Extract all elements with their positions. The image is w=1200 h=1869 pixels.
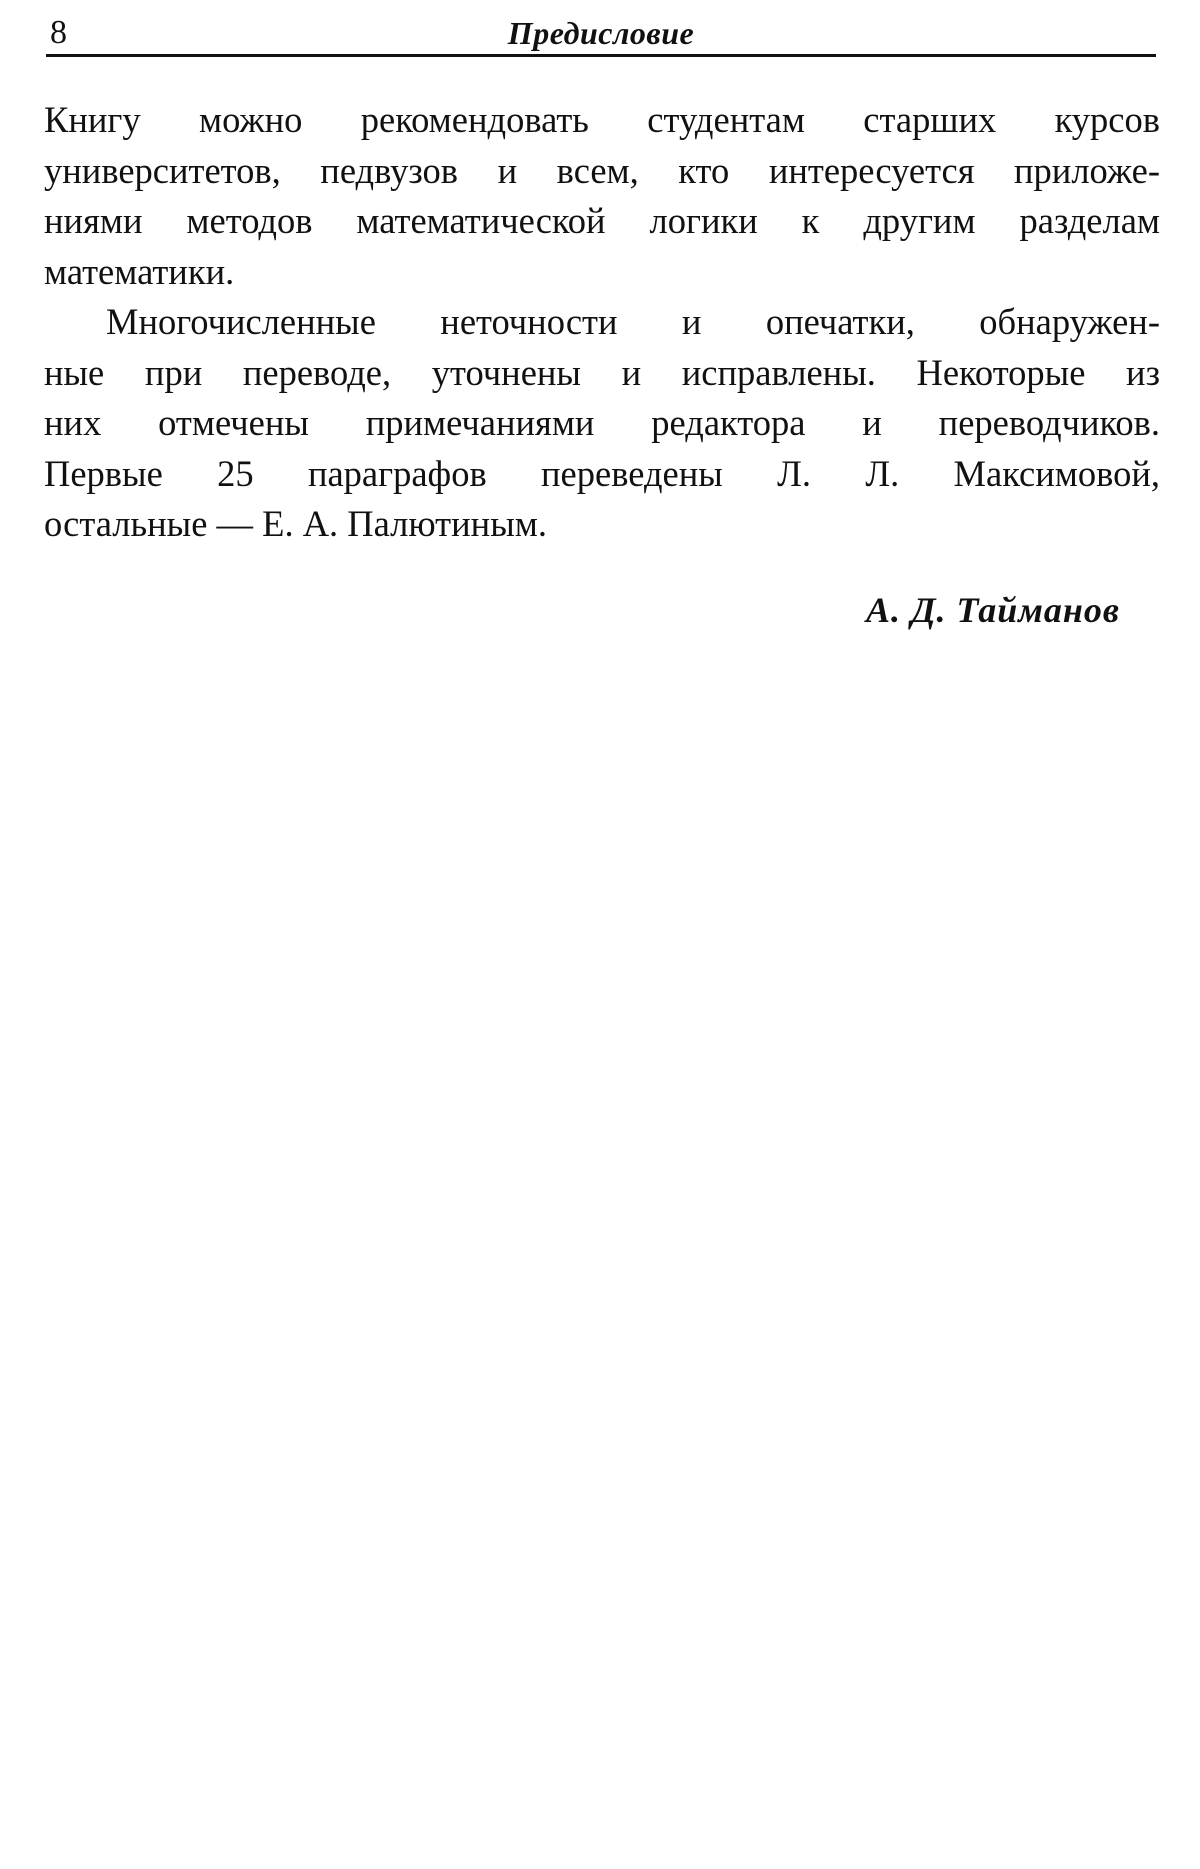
text-line: ные при переводе, уточнены и исправлены. Некоторые из (44, 351, 1160, 393)
text-line: университетов, педвузов и всем, кто интересуется приложе- (44, 149, 1160, 191)
page-number: 8 (50, 14, 67, 51)
text-line: Многочисленные неточности и опечатки, обнаружен- (106, 301, 1160, 342)
author-signature: А. Д. Тайманов (865, 590, 1120, 630)
text-line: Книгу можно рекомендовать студентам старших курсов (44, 99, 1160, 140)
text-line: Первые 25 параграфов переведены Л. Л. Максимовой, (44, 452, 1160, 494)
text-line: остальные — Е. А. Палютиным. (44, 503, 547, 544)
section-title: Предисловие (507, 15, 695, 51)
running-head (46, 14, 1156, 57)
text-line: них отмечены примечаниями редактора и переводчиков. (44, 402, 1160, 443)
paragraph-2 (44, 297, 1160, 550)
text-line: ниями методов математической логики к другим разделам (44, 200, 1160, 241)
body-text (44, 95, 1160, 550)
text-line: математики. (44, 250, 235, 292)
paragraph-1 (44, 95, 1160, 297)
